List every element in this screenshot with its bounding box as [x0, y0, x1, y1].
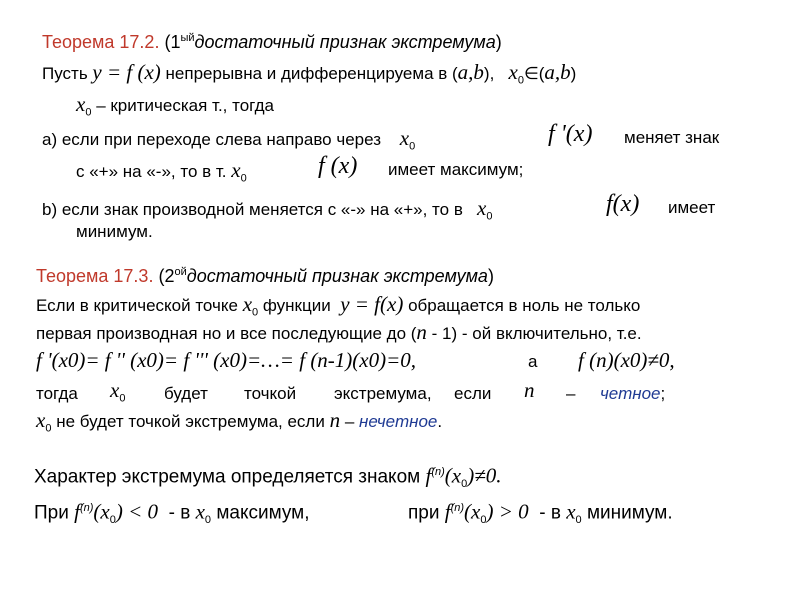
paren-open: (1	[164, 32, 181, 52]
interval: a,b	[457, 60, 484, 84]
t2-equation	[36, 350, 416, 372]
t2-line4-x	[110, 380, 125, 408]
text: точкой	[244, 384, 297, 403]
argument: (x	[93, 499, 110, 524]
subscript: 0	[85, 106, 92, 119]
text: - в	[168, 502, 191, 524]
text: имеет	[668, 198, 716, 217]
subscript: 0	[409, 140, 416, 153]
text: .	[437, 412, 443, 431]
paren-close: )	[487, 266, 494, 286]
inequality: ) > 0	[486, 499, 529, 524]
theorem-title: Теорема 17.2.	[42, 32, 160, 52]
t2-line4-n	[524, 380, 535, 402]
even-term: четное	[600, 384, 661, 403]
subscript: 0	[461, 478, 468, 491]
subscript: 0	[575, 514, 582, 527]
text: непрерывна и дифференцируема в (	[165, 64, 458, 83]
variable: n	[329, 408, 341, 432]
text: –	[566, 384, 576, 403]
theorem-title: Теорема 17.3.	[36, 266, 154, 286]
variable: x	[110, 378, 120, 402]
variable: x	[242, 292, 253, 316]
argument: (x	[464, 499, 481, 524]
subscript: 0	[240, 172, 247, 185]
subscript: 0	[45, 422, 52, 435]
t1-item-a-derivative	[548, 121, 593, 147]
subscript: 0	[486, 210, 493, 223]
t2-line4-d	[334, 384, 432, 404]
t2-line4-dash	[566, 384, 575, 404]
variable: x	[231, 158, 241, 182]
subscript: 0	[252, 306, 259, 319]
subscript: 0	[480, 514, 487, 527]
t1-item-a	[42, 128, 415, 156]
derivative-formula: f '(x)	[548, 121, 593, 147]
text: - 1) - ой включительно, т.е.	[431, 324, 642, 343]
t2-equation-2	[578, 350, 675, 372]
condition: )≠0.	[467, 463, 502, 488]
subscript: 0	[517, 74, 524, 87]
function-formula: y = f (x)	[92, 60, 161, 84]
variable: n	[524, 378, 535, 402]
text: а) если при переходе слева направо через	[42, 130, 382, 149]
text: - в	[539, 502, 561, 524]
text: ),	[483, 64, 495, 83]
paren-close: )	[495, 32, 502, 52]
t1-item-b-line2	[76, 222, 153, 242]
text: при	[408, 502, 440, 524]
variable: x	[36, 408, 46, 432]
t1-item-a-line2	[76, 160, 247, 188]
function-formula: y = f(x)	[340, 292, 404, 316]
variable: x	[477, 196, 487, 220]
paren-open: (2	[158, 266, 175, 286]
summary-line2-right	[408, 496, 673, 532]
text: будет	[164, 384, 208, 403]
text: )	[570, 64, 577, 83]
text: не будет точкой экстремума, если	[56, 412, 325, 431]
function: f	[425, 463, 432, 488]
text: имеет максимум;	[388, 160, 524, 179]
text: ;	[660, 384, 666, 403]
t2-line1	[36, 294, 640, 322]
t1-item-a-func	[318, 153, 358, 179]
theorem-17-2-heading	[42, 28, 502, 52]
t1-item-a-end	[388, 160, 523, 180]
function: f	[74, 499, 80, 524]
summary-line1	[34, 460, 502, 496]
derivative-order: (n)	[79, 502, 94, 514]
t2-line2	[36, 322, 642, 344]
subscript: 0	[204, 514, 212, 527]
text: обращается в ноль не только	[408, 296, 641, 315]
function-formula: f(x)	[606, 191, 640, 217]
t2-line4-b	[164, 384, 208, 404]
text: а	[528, 352, 538, 371]
inequality: ) < 0	[115, 499, 159, 524]
variable: x	[76, 92, 86, 116]
t2-line4	[36, 384, 78, 404]
summary-line2-left	[34, 496, 310, 532]
t1-item-b-func	[606, 191, 640, 217]
text: ∈(	[523, 64, 545, 83]
interval: a,b	[544, 60, 571, 84]
function-formula: f (x)	[318, 153, 358, 179]
text: экстремума,	[334, 384, 432, 403]
text: тогда	[36, 384, 78, 403]
theorem-name: достаточный признак экстремума	[186, 266, 488, 286]
t2-line5	[36, 410, 442, 438]
t1-item-a-change	[624, 128, 719, 148]
text: с «+» на «-», то в т.	[76, 162, 227, 181]
t1-item-b-end	[668, 198, 715, 218]
text: Характер экстремума определяется знаком	[34, 466, 421, 488]
t2-equation-and	[528, 352, 537, 372]
derivatives-equation: f '(x0)= f '' (x0)= f ''' (x0)=…= f (n-1)(x0)=0,	[36, 348, 417, 372]
text: Пусть	[42, 64, 88, 83]
variable: x	[399, 126, 410, 150]
text: Если в критической точке	[36, 296, 238, 315]
theorem-17-3-heading	[36, 262, 494, 286]
derivative-order: (n)	[450, 502, 465, 514]
variable: x	[508, 60, 518, 84]
subscript: 0	[119, 392, 126, 405]
text: –	[344, 412, 355, 431]
t2-line4-even	[600, 384, 665, 404]
text: При	[34, 502, 69, 524]
text: – критическая т., тогда	[96, 96, 274, 115]
text: первая производная но и все последующие до (	[36, 324, 417, 343]
subscript: 0	[109, 514, 116, 527]
derivative-order: (n)	[431, 466, 445, 478]
text: меняет знак	[624, 128, 720, 147]
argument: (x	[444, 463, 462, 488]
t1-line1	[42, 62, 576, 90]
theorem-name: достаточный признак экстремума	[194, 32, 496, 52]
text: функции	[262, 296, 331, 315]
text: минимум.	[586, 502, 673, 524]
nth-derivative-condition: f (n)(x0)≠0,	[578, 348, 675, 372]
text: b) если знак производной меняется с «-» на «+», то в	[42, 200, 463, 219]
t2-line4-c	[244, 384, 296, 404]
text: если	[454, 384, 492, 403]
variable: n	[416, 320, 427, 344]
variable: x	[566, 499, 576, 524]
ordinal-suffix: ой	[174, 266, 187, 278]
text: минимум.	[76, 222, 153, 241]
t2-line4-e	[454, 384, 491, 404]
variable: x	[195, 499, 205, 524]
odd-term: нечетное	[359, 412, 438, 431]
ordinal-suffix: ый	[180, 32, 195, 44]
text: максимум,	[216, 502, 310, 524]
function: f	[444, 499, 451, 524]
t1-line2	[76, 94, 274, 122]
